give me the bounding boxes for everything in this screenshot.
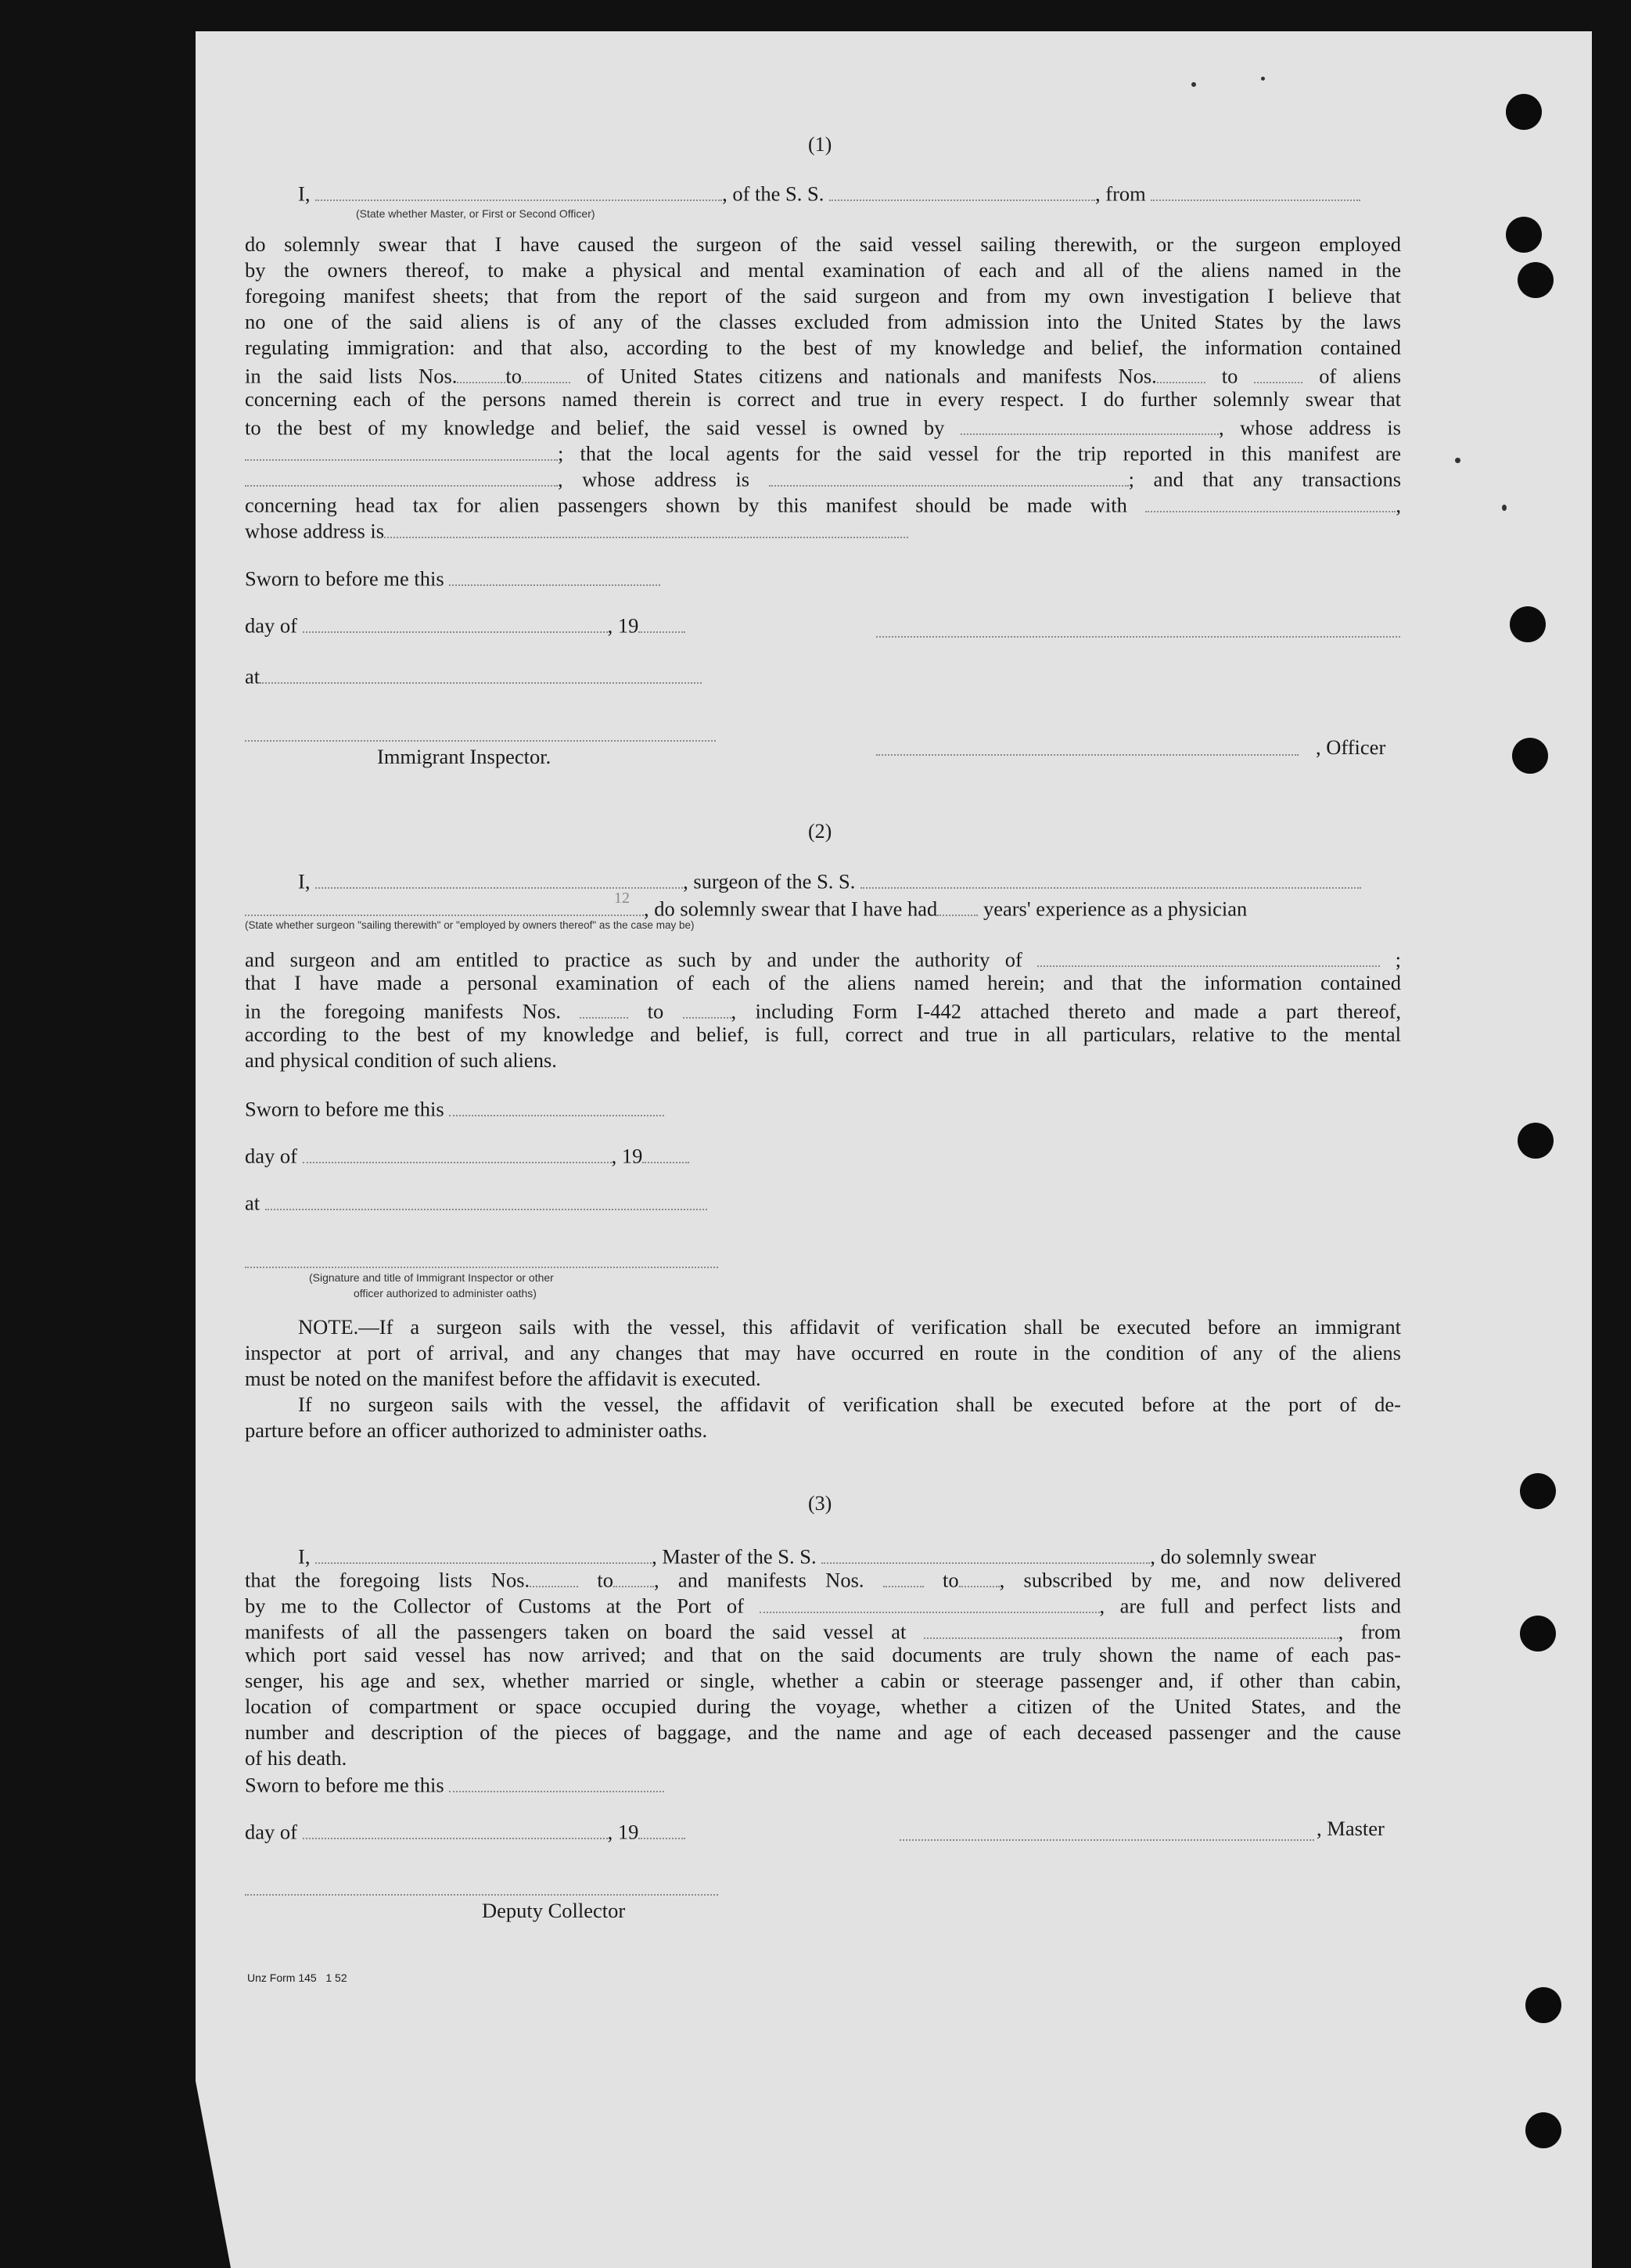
binder-hole <box>1510 606 1546 642</box>
section-2-at: at <box>245 1188 707 1216</box>
binder-hole <box>1506 94 1542 130</box>
agents-address-line: , whose address is ; and that any transactions <box>245 464 1401 490</box>
section-1-day-of: day of , 19 <box>245 610 685 638</box>
inspector-label: Immigrant Inspector. <box>377 745 551 768</box>
officer-signature-line <box>876 753 1299 756</box>
section-1-paragraph: do solemnly swear that I have caused the surgeon of the said vessel sailing therewith, or the surgeon employed by the owners thereof, to make a physical and mental examination of each and all of the aliens named in the foregoing manifest sheets; that from the report of the said surgeon and from my own investigation I believe that no one of the said aliens is of any of the classes excluded from admission into the United States by the laws regulating immigration: and that also, according to the best of my knowledge and belief, the information contained in the said lists Nos. to of United States citizens and nationals and manifests Nos. to of aliens concerning each of the persons named therein is correct and true in every respect. I do further solemnly swear that to the best of my knowledge and belief, the said vessel is owned by , whose address is ; that the local agents for the said vessel for the trip reported in this manifest are , whose address is ; and that any transactions concerning head tax for alien passengers shown by this manifest should be made with , whose address is <box>245 232 1402 543</box>
binder-hole <box>1518 1123 1554 1159</box>
scribble-mark: 12 <box>614 890 630 907</box>
owned-line: to the best of my knowledge and belief, the said vessel is owned by , whose address is <box>245 412 1401 438</box>
section-1-at: at <box>245 661 702 689</box>
port-line: by me to the Collector of Customs at the Port of , are full and perfect lists and <box>245 1590 1401 1616</box>
section-2-day-of: day of , 19 <box>245 1141 689 1169</box>
inspector-signature-line <box>245 739 716 742</box>
form-number: Unz Form 145 1 52 <box>247 1971 347 1984</box>
signature-hint-1: (Signature and title of Immigrant Inspector or other <box>309 1271 554 1284</box>
note-paragraph: NOTE.—If a surgeon sails with the vessel, this affidavit of verification shall be executed before an immigrant inspector at port of arrival, and any changes that may have occurred en route in the condition of any of the aliens must be noted on the manifest before the affidavit is executed. If no surgeon sails with the vessel, the affidavit of verification shall be executed before at the port of de- parture before an officer authorized to administer oaths. <box>245 1315 1401 1442</box>
deputy-collector-label: Deputy Collector <box>482 1899 626 1922</box>
section-3-day-of: day of , 19 <box>245 1817 685 1845</box>
section-1-signature-line <box>876 635 1400 638</box>
section-3-line-1: I, , Master of the S. S. , do solemnly swear <box>298 1541 1316 1569</box>
agents-line: ; that the local agents for the said vessel for the trip reported in this manifest are <box>245 438 1401 464</box>
lists-line: in the said lists Nos. to of United States citizens and nationals and manifests Nos. to of aliens <box>245 361 1401 386</box>
binder-hole <box>1506 217 1542 253</box>
binder-hole <box>1520 1473 1556 1509</box>
section-2-paragraph: and surgeon and am entitled to practice as such by and under the authority of ; that I have made a personal examination of each of the aliens named herein; and that the information contained in the foregoing manifests Nos. to , including Form I-442 attached thereto and made a part thereof, according to the best of my knowledge and belief, is full, correct and true in all particulars, relative to the mental and physical condition of such aliens. <box>245 944 1401 1073</box>
deputy-signature-line <box>245 1893 718 1896</box>
whose-address-line: whose address is <box>245 516 1401 541</box>
binder-hole <box>1512 738 1548 774</box>
section-2-line-1: I, , surgeon of the S. S. <box>298 866 1361 894</box>
binder-hole <box>1525 2112 1561 2148</box>
surgeon-hint: (State whether surgeon "sailing therewith" or "employed by owners thereof" as the case may be) <box>245 919 695 931</box>
binder-hole <box>1520 1616 1556 1652</box>
binder-hole <box>1518 262 1554 298</box>
section-1-line-1: I, , of the S. S. , from <box>298 178 1360 207</box>
section-2-number: (2) <box>808 820 832 843</box>
headtax-line: concerning head tax for alien passengers shown by this manifest should be made with , <box>245 490 1401 516</box>
section-3-paragraph: that the foregoing lists Nos. to , and manifests Nos. to , subscribed by me, and now delivered by me to the Collector of Customs at the Port of , are full and perfect lists and manifests of all the passengers taken on board the said vessel at , from which port said vessel has now arrived; and that on the said documents are truly shown the name of each pas- senger, his age and sex, whether married or single, whether a cabin or steerage passenger and, if other than cabin, location of compartment or space occupied during the voyage, whether a citizen of the United States, and the number and description of the pieces of baggage, and the name and age of each deceased passenger and the cause of his death. <box>245 1565 1401 1767</box>
master-signature-line <box>900 1838 1314 1841</box>
binder-hole <box>1525 1987 1561 2023</box>
section-2-line-2: , do solemnly swear that I have had years' experience as a physician <box>245 893 1247 922</box>
lists-nos-line: that the foregoing lists Nos. to , and manifests Nos. to , subscribed by me, and now delivered <box>245 1565 1401 1590</box>
section-1-number: (1) <box>808 133 832 156</box>
officer-label: , Officer <box>1316 735 1386 759</box>
board-line: manifests of all the passengers taken on board the said vessel at , from <box>245 1616 1401 1642</box>
section-2-sworn: Sworn to before me this <box>245 1094 664 1122</box>
master-label: , Master <box>1317 1817 1385 1840</box>
officer-hint: (State whether Master, or First or Second Officer) <box>356 207 595 220</box>
authority-line: and surgeon and am entitled to practice as such by and under the authority of ; <box>245 944 1401 970</box>
manifests-line: in the foregoing manifests Nos. to , including Form I-442 attached thereto and made a part thereof, <box>245 996 1401 1022</box>
section-1-sworn: Sworn to before me this <box>245 563 660 591</box>
section-3-sworn: Sworn to before me this <box>245 1770 664 1798</box>
signature-hint-2: officer authorized to administer oaths) <box>354 1287 537 1299</box>
section-2-signature-line <box>245 1266 718 1268</box>
section-3-number: (3) <box>808 1492 832 1515</box>
